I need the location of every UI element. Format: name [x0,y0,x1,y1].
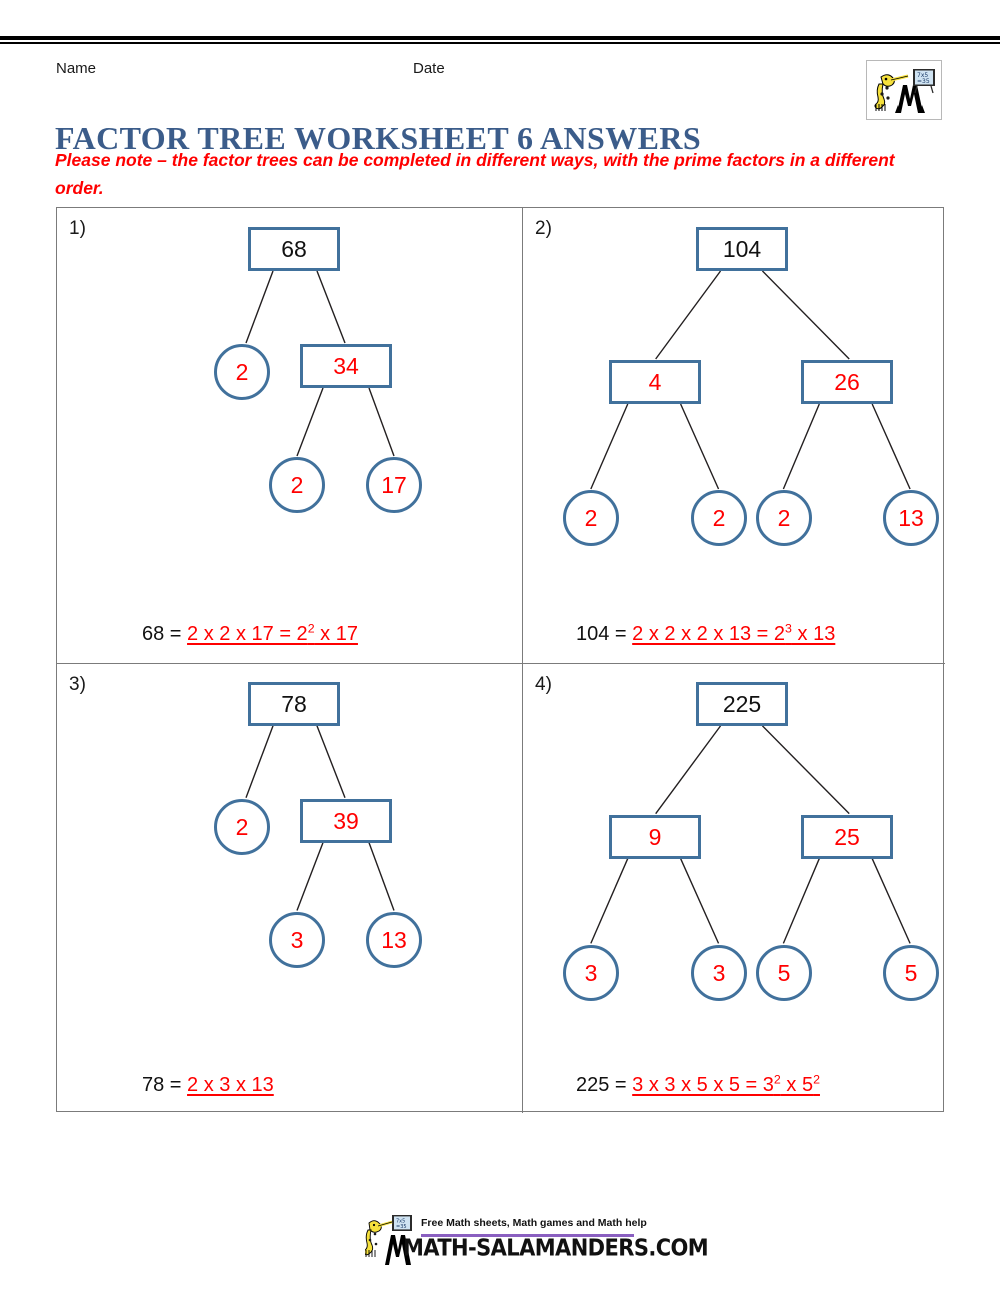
factor-tree-connectors-1 [57,208,522,663]
problem-cell-1 [57,208,522,663]
factor-node-root[interactable]: 104 [696,227,788,271]
top-rule-thick [0,36,1000,40]
answer-line-3 [142,1074,274,1097]
factor-node-composite[interactable]: 25 [801,815,893,859]
answer-expression: 2 x 2 x $17 = 2^2$ x 17 [187,621,358,645]
footer-brand[interactable]: MATH-SALAMANDERS.COM [403,1235,709,1261]
factor-node-root[interactable]: 78 [248,682,340,726]
factor-node-prime[interactable]: 5 [883,945,939,1001]
factor-node-prime[interactable]: 2 [214,344,270,400]
problem-cell-4 [522,663,945,1113]
factor-tree-connectors-3 [57,664,522,1113]
answer-expression: 2 x 2 x 2 x $13 = 2^3$ x 13 [632,621,836,645]
factor-node-prime[interactable]: 3 [563,945,619,1001]
worksheet-note: Please note – the factor trees can be completed in different ways, with the prime factors in a different order. [55,150,895,198]
factor-tree-connectors-4 [523,664,945,1113]
factor-node-prime[interactable]: 2 [756,490,812,546]
footer-tagline: Free Math sheets, Math games and Math help [421,1217,647,1229]
problem-number: 2) [535,218,552,239]
svg-text:7x5: 7x5 [917,72,929,79]
problem-number: 3) [69,674,86,695]
factor-node-composite[interactable]: 39 [300,799,392,843]
answer-expression: 3 x 3 x 5 x $5 = 3^2$ x $5^2$ [632,1072,820,1096]
answer-line-2 [576,623,835,646]
footer [0,1205,1000,1269]
problem-number: 4) [535,674,552,695]
factor-node-prime[interactable]: 17 [366,457,422,513]
answer-lead: 78 = [142,1074,188,1096]
svg-text:=35: =35 [396,1224,407,1230]
factor-node-prime[interactable]: 2 [691,490,747,546]
svg-text:7x5: 7x5 [396,1218,406,1225]
answer-line-1 [142,623,358,646]
factor-node-root[interactable]: 68 [248,227,340,271]
top-rule-thin [0,42,1000,44]
factor-node-prime[interactable]: 5 [756,945,812,1001]
math-salamanders-logo [866,60,942,120]
answer-expression: 2 x 3 x 13 [187,1074,274,1096]
answer-lead: 225 = [576,1074,633,1096]
name-field-label: Name [56,60,97,77]
svg-text:=35: =35 [917,78,930,85]
factor-node-root[interactable]: 225 [696,682,788,726]
answer-lead: 104 = [576,623,633,645]
problem-cell-2 [522,208,945,663]
answer-lead: 68 = [142,623,188,645]
worksheet-grid [56,207,944,1112]
factor-node-prime[interactable]: 13 [366,912,422,968]
factor-node-prime[interactable]: 13 [883,490,939,546]
factor-tree-connectors-2 [523,208,945,663]
factor-node-prime[interactable]: 2 [563,490,619,546]
factor-node-prime[interactable]: 2 [214,799,270,855]
date-field-label: Date [413,60,445,77]
factor-node-prime[interactable]: 3 [269,912,325,968]
answer-line-4 [576,1074,820,1097]
page-title: FACTOR TREE WORKSHEET 6 ANSWERS [55,120,702,157]
salamander-logo-icon [867,61,941,119]
factor-node-prime[interactable]: 2 [269,457,325,513]
factor-node-composite[interactable]: 9 [609,815,701,859]
factor-node-composite[interactable]: 4 [609,360,701,404]
problem-cell-3 [57,663,522,1113]
problem-number: 1) [69,218,86,239]
factor-node-composite[interactable]: 26 [801,360,893,404]
factor-node-composite[interactable]: 34 [300,344,392,388]
factor-node-prime[interactable]: 3 [691,945,747,1001]
